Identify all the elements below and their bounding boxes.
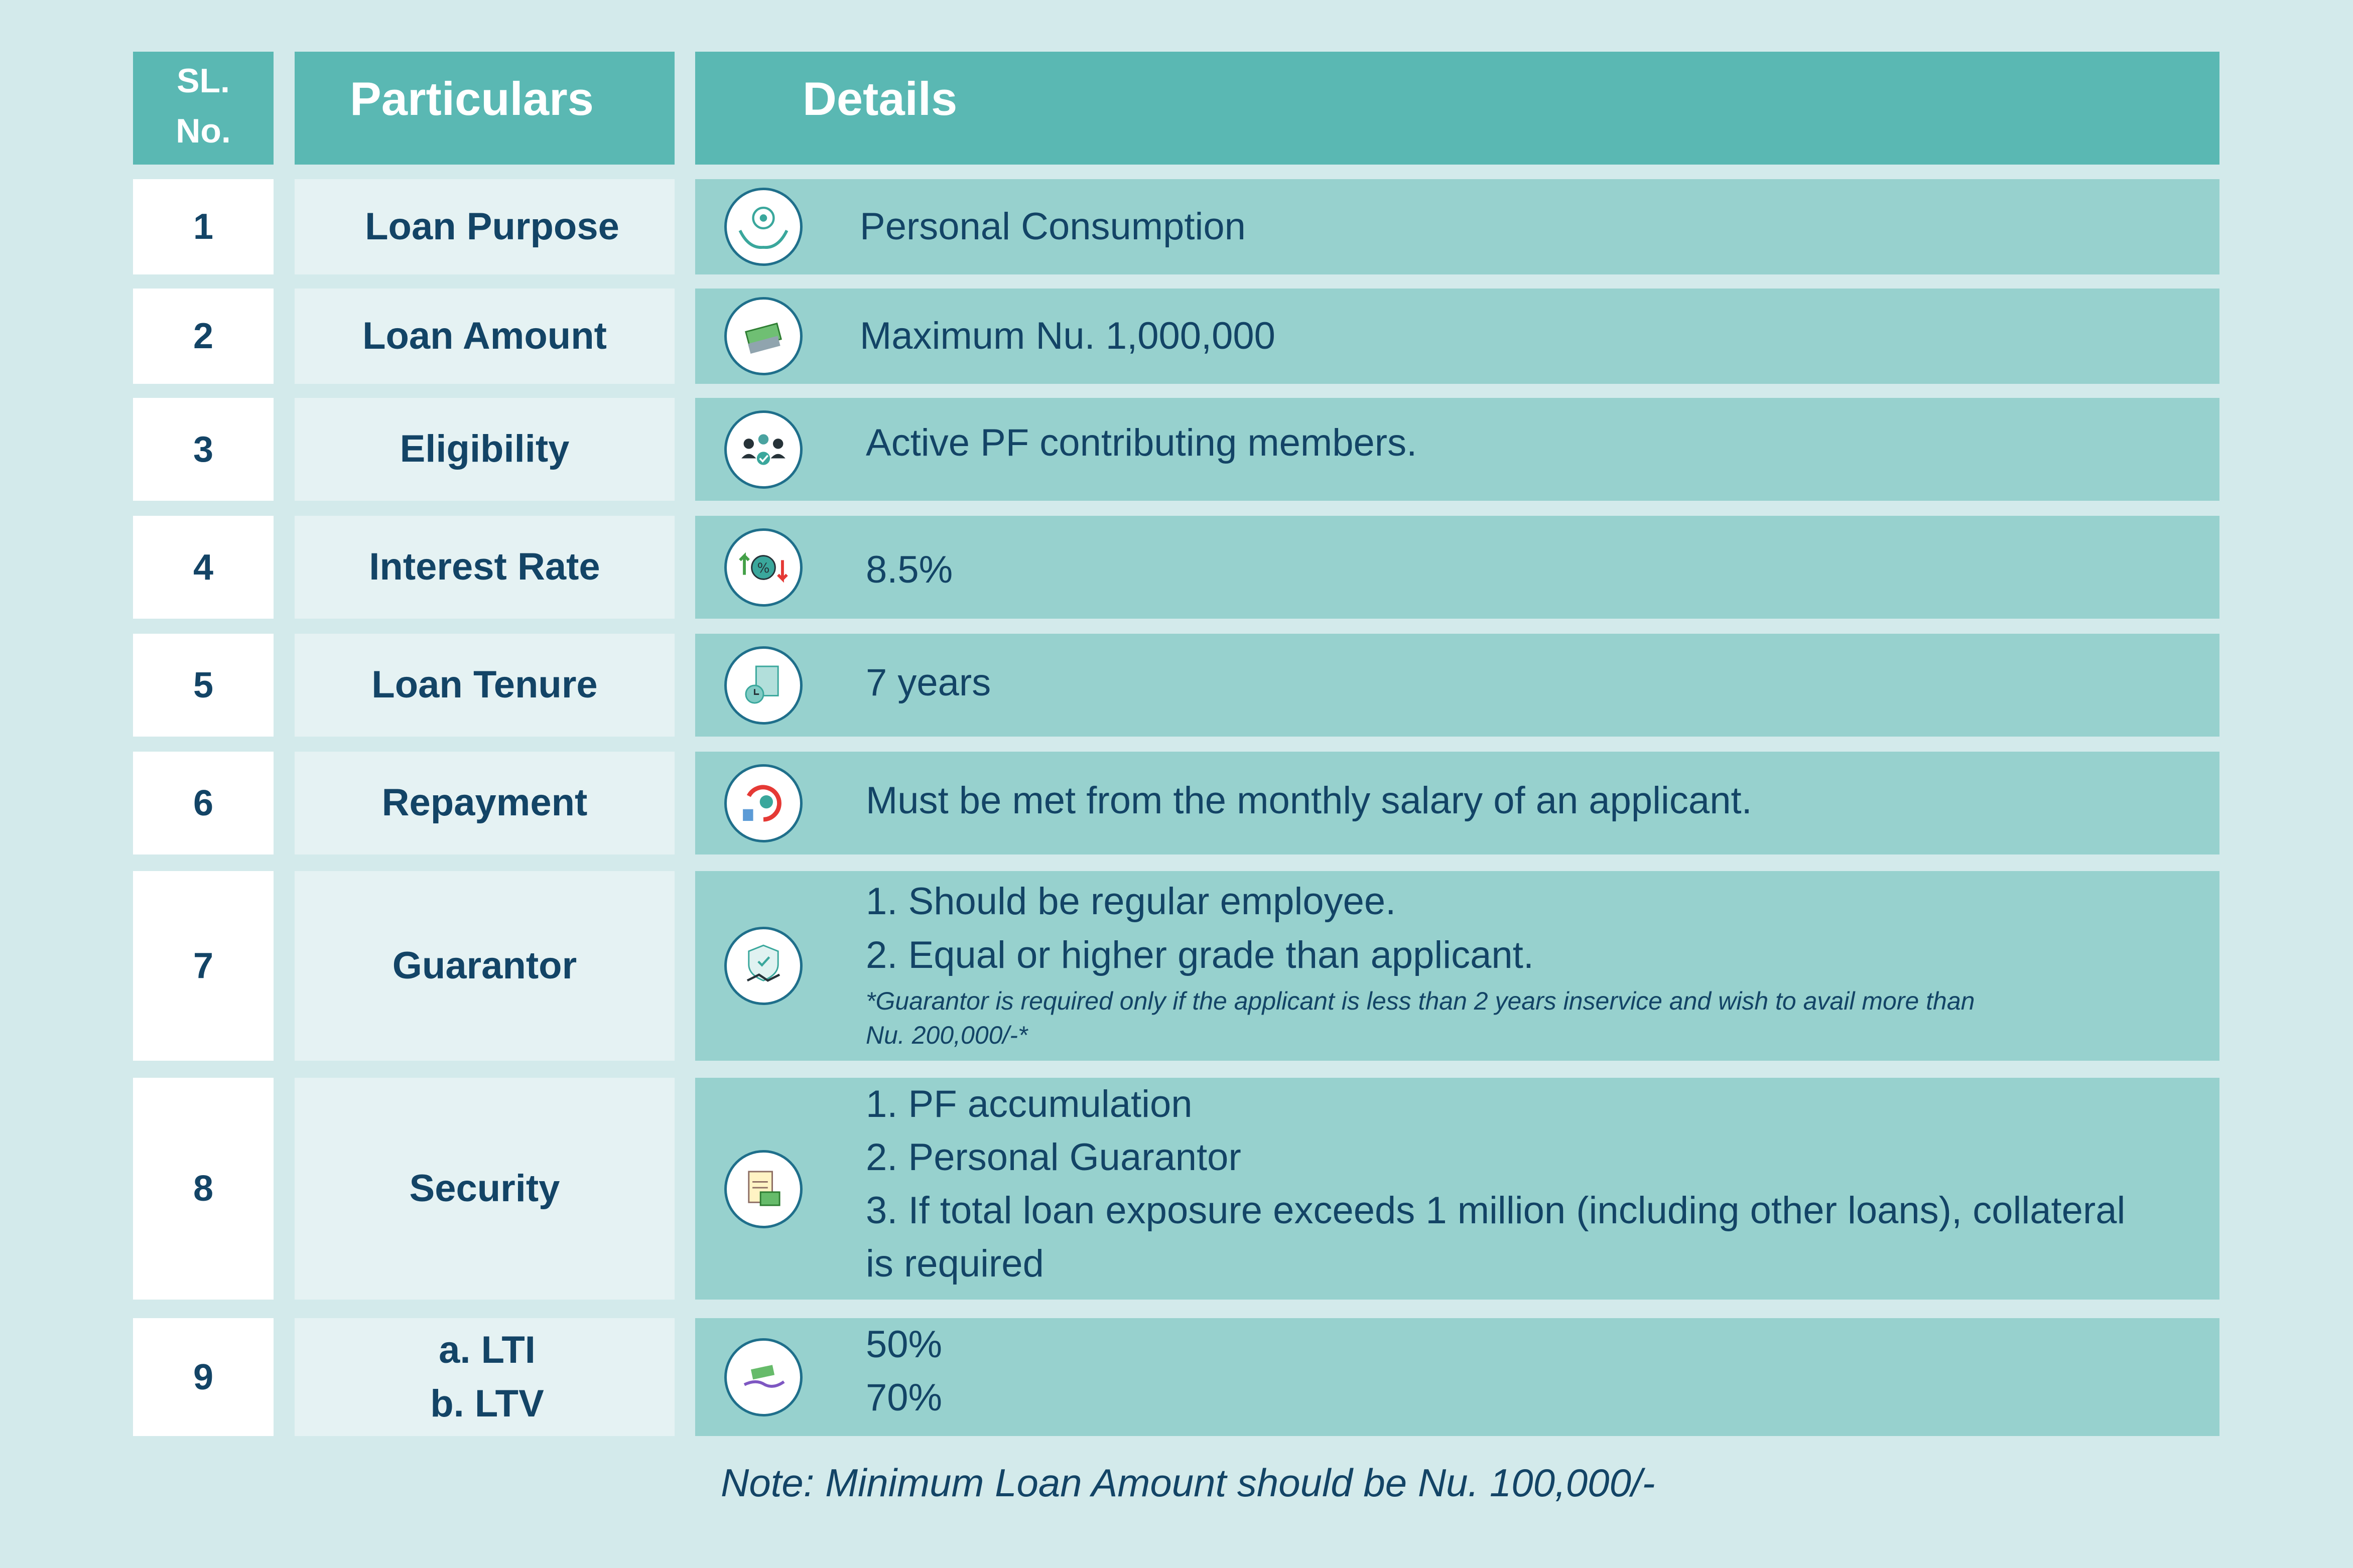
row-9-particular-line-1: a. LTI [439,1329,536,1372]
row-8-particular-label: Security [409,1167,560,1210]
header-sl-no [133,52,274,165]
loan-document-card-icon [724,1150,803,1228]
row-4-particular [295,516,675,619]
row-4-detail-line: 8.5% [866,548,953,591]
row-8-detail-line-3: 3. If total loan exposure exceeds 1 million (including other loans), collateral [866,1189,2126,1232]
row-3-particular-label: Eligibility [400,427,570,471]
header-sl-line2: No. [176,112,231,150]
row-4-particular-label: Interest Rate [369,545,600,589]
row-5-sl: 5 [133,634,274,737]
row-7-detail-line-2: 2. Equal or higher grade than applicant. [866,934,1534,976]
row-3-detail-line: Active PF contributing members. [866,421,1417,464]
svg-text:%: % [757,561,770,577]
row-5-details [695,634,2219,737]
row-2-particular-label: Loan Amount [362,314,607,357]
percent-arrows-icon [724,528,803,607]
row-1-detail-line: Personal Consumption [860,205,1246,248]
money-stack-icon [724,297,803,375]
row-7-footnote-line-1: *Guarantor is required only if the applicant is less than 2 years inservice and wish to avail more than [866,987,1975,1015]
row-7-particular [295,871,675,1061]
header-details-label: Details [803,72,958,125]
row-9-details [695,1318,2219,1436]
row-7-details [695,871,2219,1061]
money-exchange-icon [724,1338,803,1416]
row-6-particular [295,752,675,854]
row-1-particular [295,179,675,274]
row-6-particular-label: Repayment [381,781,588,824]
header-sl-line1: SL. [177,62,230,100]
row-6-sl: 6 [133,752,274,854]
hands-target-icon [724,188,803,266]
row-6-detail-line: Must be met from the monthly salary of an applicant. [866,779,1752,822]
row-1-particular-label: Loan Purpose [365,205,619,248]
row-8-details [695,1078,2219,1300]
row-3-particular [295,398,675,501]
row-2-detail-line: Maximum Nu. 1,000,000 [860,315,1275,357]
row-9-detail-line-2: 70% [866,1376,943,1419]
minimum-loan-note: Note: Minimum Loan Amount should be Nu. 100,000/- [721,1461,1655,1505]
members-check-icon [724,410,803,489]
row-7-sl: 7 [133,871,274,1061]
row-1-sl: 1 [133,179,274,274]
handshake-shield-icon [724,927,803,1005]
header-particulars-label: Particulars [350,72,594,125]
row-2-details [695,289,2219,384]
row-2-sl: 2 [133,289,274,384]
row-7-particular-label: Guarantor [392,944,577,987]
row-5-particular-label: Loan Tenure [371,663,598,706]
row-9-detail-line-1: 50% [866,1323,943,1366]
row-8-particular [295,1078,675,1300]
row-8-detail-line-2: 2. Personal Guarantor [866,1136,1241,1179]
repayment-cycle-icon [724,764,803,842]
row-8-detail-line-4: is required [866,1242,1044,1285]
row-9-sl: 9 [133,1318,274,1436]
row-6-details [695,752,2219,854]
row-3-details [695,398,2219,501]
row-2-particular [295,289,675,384]
row-5-detail-line: 7 years [866,661,991,704]
header-particulars [295,52,675,165]
row-1-details [695,179,2219,274]
loan-clock-icon [724,646,803,725]
row-4-sl: 4 [133,516,274,619]
row-7-footnote-line-2: Nu. 200,000/-* [866,1021,1028,1049]
row-5-particular [295,634,675,737]
row-9-particular-line-2: b. LTV [430,1382,544,1425]
row-9-particular [295,1318,675,1436]
row-3-sl: 3 [133,398,274,501]
row-8-detail-line-1: 1. PF accumulation [866,1083,1193,1125]
row-7-detail-line-1: 1. Should be regular employee. [866,880,1396,923]
header-details [695,52,2219,165]
row-8-sl: 8 [133,1078,274,1300]
row-4-details [695,516,2219,619]
